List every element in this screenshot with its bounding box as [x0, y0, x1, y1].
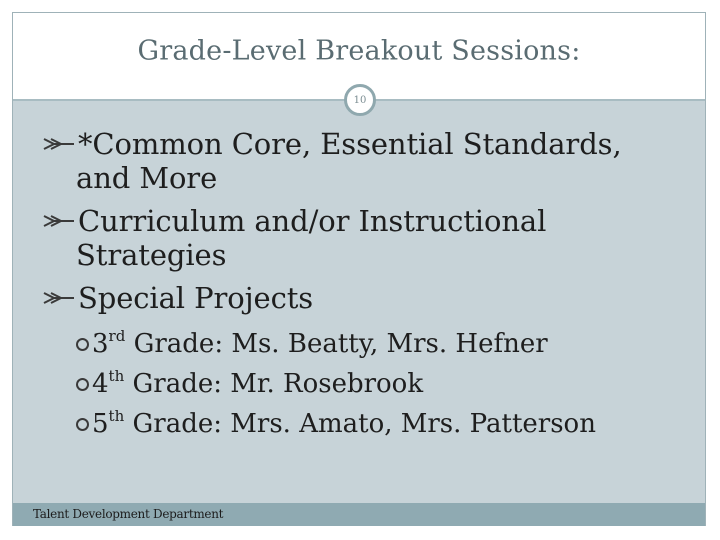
sub-bullet-item	[42, 324, 692, 364]
grade-ordinal-suffix: th	[108, 367, 125, 385]
sub-bullet-text: Grade: Ms. Beatty, Mrs. Hefner	[125, 329, 548, 359]
footer-bar	[13, 503, 705, 526]
double-chevron-arrow-icon	[42, 289, 76, 307]
double-chevron-arrow-icon	[42, 212, 76, 230]
hollow-circle-icon	[76, 378, 89, 391]
double-chevron-arrow-icon	[42, 135, 76, 153]
sub-bullet-item	[42, 404, 692, 444]
sub-bullet-text: Grade: Mrs. Amato, Mrs. Patterson	[124, 409, 596, 439]
hollow-circle-icon	[76, 338, 89, 351]
bullet-item	[42, 127, 692, 195]
bullet-text: *Common Core, Essential Standards,	[78, 127, 622, 161]
bullet-list	[42, 127, 692, 444]
bullet-item	[42, 204, 692, 272]
bullet-text-continued: and More	[76, 161, 218, 195]
bullet-text: Special Projects	[78, 281, 314, 315]
bullet-text-continued: Strategies	[76, 238, 227, 272]
grade-ordinal: 3	[92, 329, 109, 359]
bullet-text: Curriculum and/or Instructional	[78, 204, 547, 238]
sub-bullet-text: Grade: Mr. Rosebrook	[124, 369, 424, 399]
grade-ordinal-suffix: rd	[108, 327, 126, 345]
grade-ordinal: 5	[92, 409, 109, 439]
slide-number-badge	[344, 84, 376, 116]
sub-bullet-item	[42, 364, 692, 404]
bullet-item	[42, 281, 692, 315]
grade-ordinal-suffix: th	[108, 407, 125, 425]
grade-ordinal: 4	[92, 369, 109, 399]
footer-text: Talent Development Department	[33, 507, 224, 521]
hollow-circle-icon	[76, 418, 89, 431]
slide-title: Grade-Level Breakout Sessions:	[137, 35, 581, 67]
slide-number: 10	[353, 94, 367, 106]
